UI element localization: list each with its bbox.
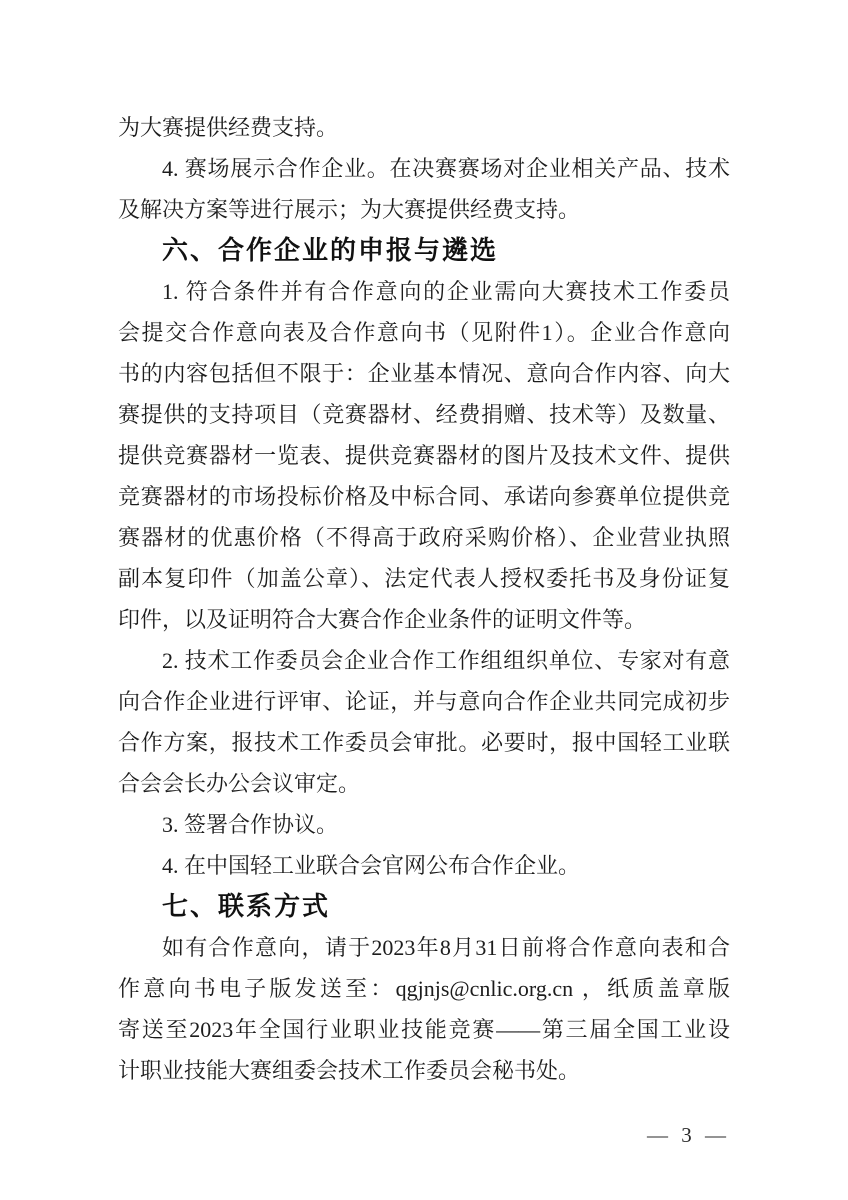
page-number: — 3 — [647, 1123, 730, 1147]
section-heading: 七、联系方式 [162, 891, 331, 921]
text-line: 合会会长办公会议审定。 [118, 771, 361, 796]
text-line: 1. 符合条件并有合作意向的企业需向大赛技术工作委员 [162, 279, 730, 304]
text-line: 副本复印件（加盖公章）、法定代表人授权委托书及身份证复 [118, 566, 730, 591]
text-line: 2. 技术工作委员会企业合作工作组组织单位、专家对有意 [162, 648, 730, 673]
text-line: 合作方案，报技术工作委员会审批。必要时，报中国轻工业联 [118, 730, 730, 755]
section-heading: 六、合作企业的申报与遴选 [162, 235, 499, 265]
text-line: 作意向书电子版发送至：qgjnjs@cnlic.org.cn ，纸质盖章版 [118, 976, 730, 1001]
text-line: 3. 签署合作协议。 [162, 812, 339, 837]
text-line: 为大赛提供经费支持。 [118, 115, 339, 140]
text-line: 印件，以及证明符合大赛合作企业条件的证明文件等。 [118, 607, 647, 632]
text-line: 会提交合作意向表及合作意向书（见附件1）。企业合作意向 [118, 320, 730, 345]
text-line: 赛提供的支持项目（竞赛器材、经费捐赠、技术等）及数量、 [118, 402, 730, 427]
text-line: 提供竞赛器材一览表、提供竞赛器材的图片及技术文件、提供 [118, 443, 730, 468]
text-line: 赛器材的优惠价格（不得高于政府采购价格）、企业营业执照 [118, 525, 730, 550]
text-line: 竞赛器材的市场投标价格及中标合同、承诺向参赛单位提供竞 [118, 484, 730, 509]
text-line: 4. 赛场展示合作企业。在决赛赛场对企业相关产品、技术 [162, 156, 730, 181]
text-line: 如有合作意向，请于2023年8月31日前将合作意向表和合 [162, 935, 730, 960]
text-line: 寄送至2023年全国行业职业技能竞赛——第三届全国工业设 [118, 1017, 730, 1042]
text-line: 计职业技能大赛组委会技术工作委员会秘书处。 [118, 1058, 581, 1083]
text-line: 向合作企业进行评审、论证，并与意向合作企业共同完成初步 [118, 689, 730, 714]
text-line: 及解决方案等进行展示；为大赛提供经费支持。 [118, 197, 581, 222]
document-body [118, 107, 730, 1091]
text-line: 4. 在中国轻工业联合会官网公布合作企业。 [162, 853, 581, 878]
text-line: 书的内容包括但不限于：企业基本情况、意向合作内容、向大 [118, 361, 730, 386]
